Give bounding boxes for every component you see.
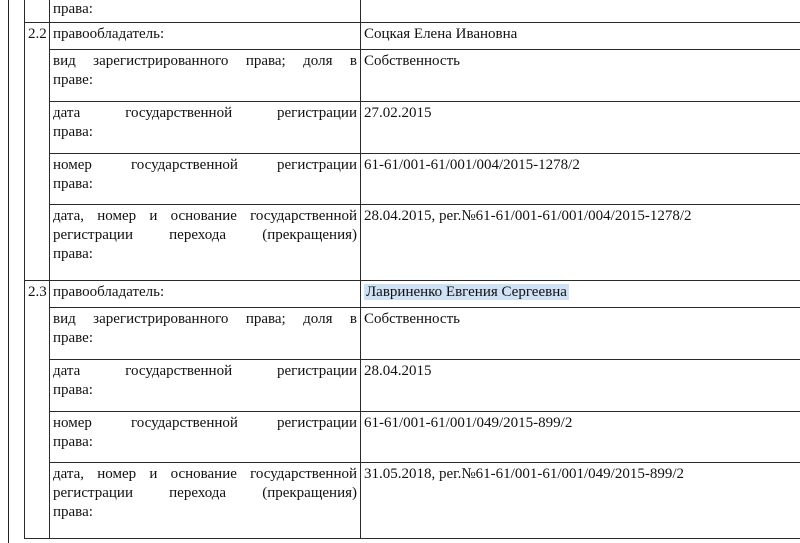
label-line: праве:	[53, 72, 94, 88]
section-number: 2.3	[25, 281, 50, 539]
table-row	[25, 360, 800, 412]
label-line: регистрации перехода (прекращения)	[53, 227, 357, 243]
holder-value[interactable]: Соцкая Елена Ивановна	[361, 23, 800, 50]
label-line: дата, номер и основание государственной	[53, 208, 357, 224]
selected-holder-text[interactable]: Лавриненко Евгения Сергеевна	[366, 284, 567, 300]
reg-number-value[interactable]: 61-61/001-61/001/004/2015-1278/2	[361, 154, 800, 205]
holder-value[interactable]	[361, 281, 800, 308]
label-line: номер государственной регистрации	[53, 415, 357, 431]
label-line: праве:	[53, 330, 94, 346]
label-line: права:	[53, 382, 93, 398]
reg-number-value[interactable]: 61-61/001-61/001/049/2015-899/2	[361, 412, 800, 463]
label-line: права:	[53, 1, 93, 17]
table-row	[25, 281, 800, 308]
reg-date-value[interactable]: 27.02.2015	[361, 102, 800, 154]
reg-date-label	[50, 360, 361, 412]
label-line: права:	[53, 434, 93, 450]
label-line: дата государственной регистрации	[53, 105, 357, 121]
label-line: права:	[53, 246, 93, 262]
transfer-label	[50, 205, 361, 281]
right-kind-label	[50, 308, 361, 360]
right-kind-value[interactable]: Собственность	[361, 50, 800, 102]
right-kind-label	[50, 50, 361, 102]
holder-label	[50, 281, 361, 308]
right-kind-value[interactable]: Собственность	[361, 308, 800, 360]
holder-label	[50, 23, 361, 50]
label-line: номер государственной регистрации	[53, 157, 357, 173]
reg-number-label	[50, 412, 361, 463]
reg-date-value[interactable]: 28.04.2015	[361, 360, 800, 412]
row-number-cell	[25, 0, 50, 23]
reg-date-label	[50, 102, 361, 154]
transfer-label	[50, 463, 361, 539]
field-label	[50, 0, 361, 23]
table-row	[25, 23, 800, 50]
table-row	[25, 205, 800, 281]
label-line: правообладатель:	[53, 284, 165, 300]
table-row	[25, 154, 800, 205]
label-line: права:	[53, 124, 93, 140]
page-left-edge	[8, 0, 9, 543]
registry-table	[24, 0, 800, 539]
table-row	[25, 0, 800, 23]
table-row	[25, 50, 800, 102]
label-line: правообладатель:	[53, 26, 165, 42]
table-row	[25, 308, 800, 360]
table-row	[25, 412, 800, 463]
label-line: вид зарегистрированного права; доля в	[53, 311, 357, 327]
label-line: права:	[53, 504, 93, 520]
reg-number-label	[50, 154, 361, 205]
label-line: права:	[53, 176, 93, 192]
section-number: 2.2	[25, 23, 50, 281]
table-row	[25, 102, 800, 154]
field-value	[361, 0, 800, 23]
transfer-value[interactable]: 31.05.2018, рег.№61-61/001-61/001/049/2015-899/2	[361, 463, 800, 539]
label-line: вид зарегистрированного права; доля в	[53, 53, 357, 69]
transfer-value[interactable]: 28.04.2015, рег.№61-61/001-61/001/004/2015-1278/2	[361, 205, 800, 281]
label-line: дата государственной регистрации	[53, 363, 357, 379]
table-row	[25, 463, 800, 539]
label-line: дата, номер и основание государственной	[53, 466, 357, 482]
label-line: регистрации перехода (прекращения)	[53, 485, 357, 501]
